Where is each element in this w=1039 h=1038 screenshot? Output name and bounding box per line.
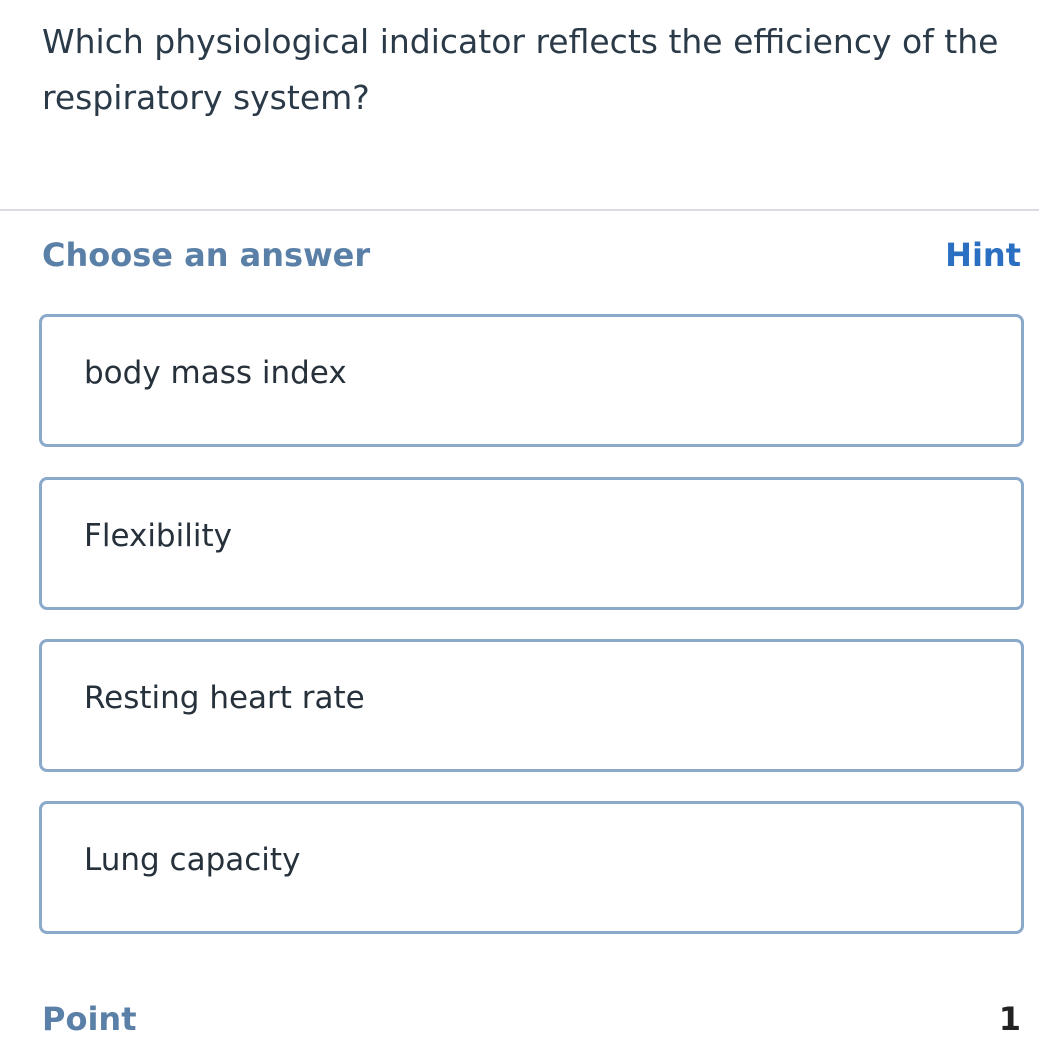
answer-option-label: Lung capacity — [84, 842, 301, 878]
point-label: Point — [42, 1000, 137, 1038]
answer-option-label: Flexibility — [84, 518, 232, 554]
point-value: 1 — [998, 1000, 1021, 1038]
answer-option-flexibility[interactable] — [39, 477, 1024, 610]
answer-option-lung-capacity[interactable] — [39, 801, 1024, 934]
answer-option-label: Resting heart rate — [84, 680, 365, 716]
section-divider — [0, 209, 1039, 211]
hint-button[interactable]: Hint — [945, 236, 1021, 274]
choose-answer-heading: Choose an answer — [42, 236, 371, 274]
question-text: Which physiological indicator reflects the efficiency of the respiratory system? — [42, 22, 999, 117]
answer-option-label: body mass index — [84, 355, 347, 391]
answer-option-resting-heart-rate[interactable] — [39, 639, 1024, 772]
answer-option-body-mass-index[interactable] — [39, 314, 1024, 447]
